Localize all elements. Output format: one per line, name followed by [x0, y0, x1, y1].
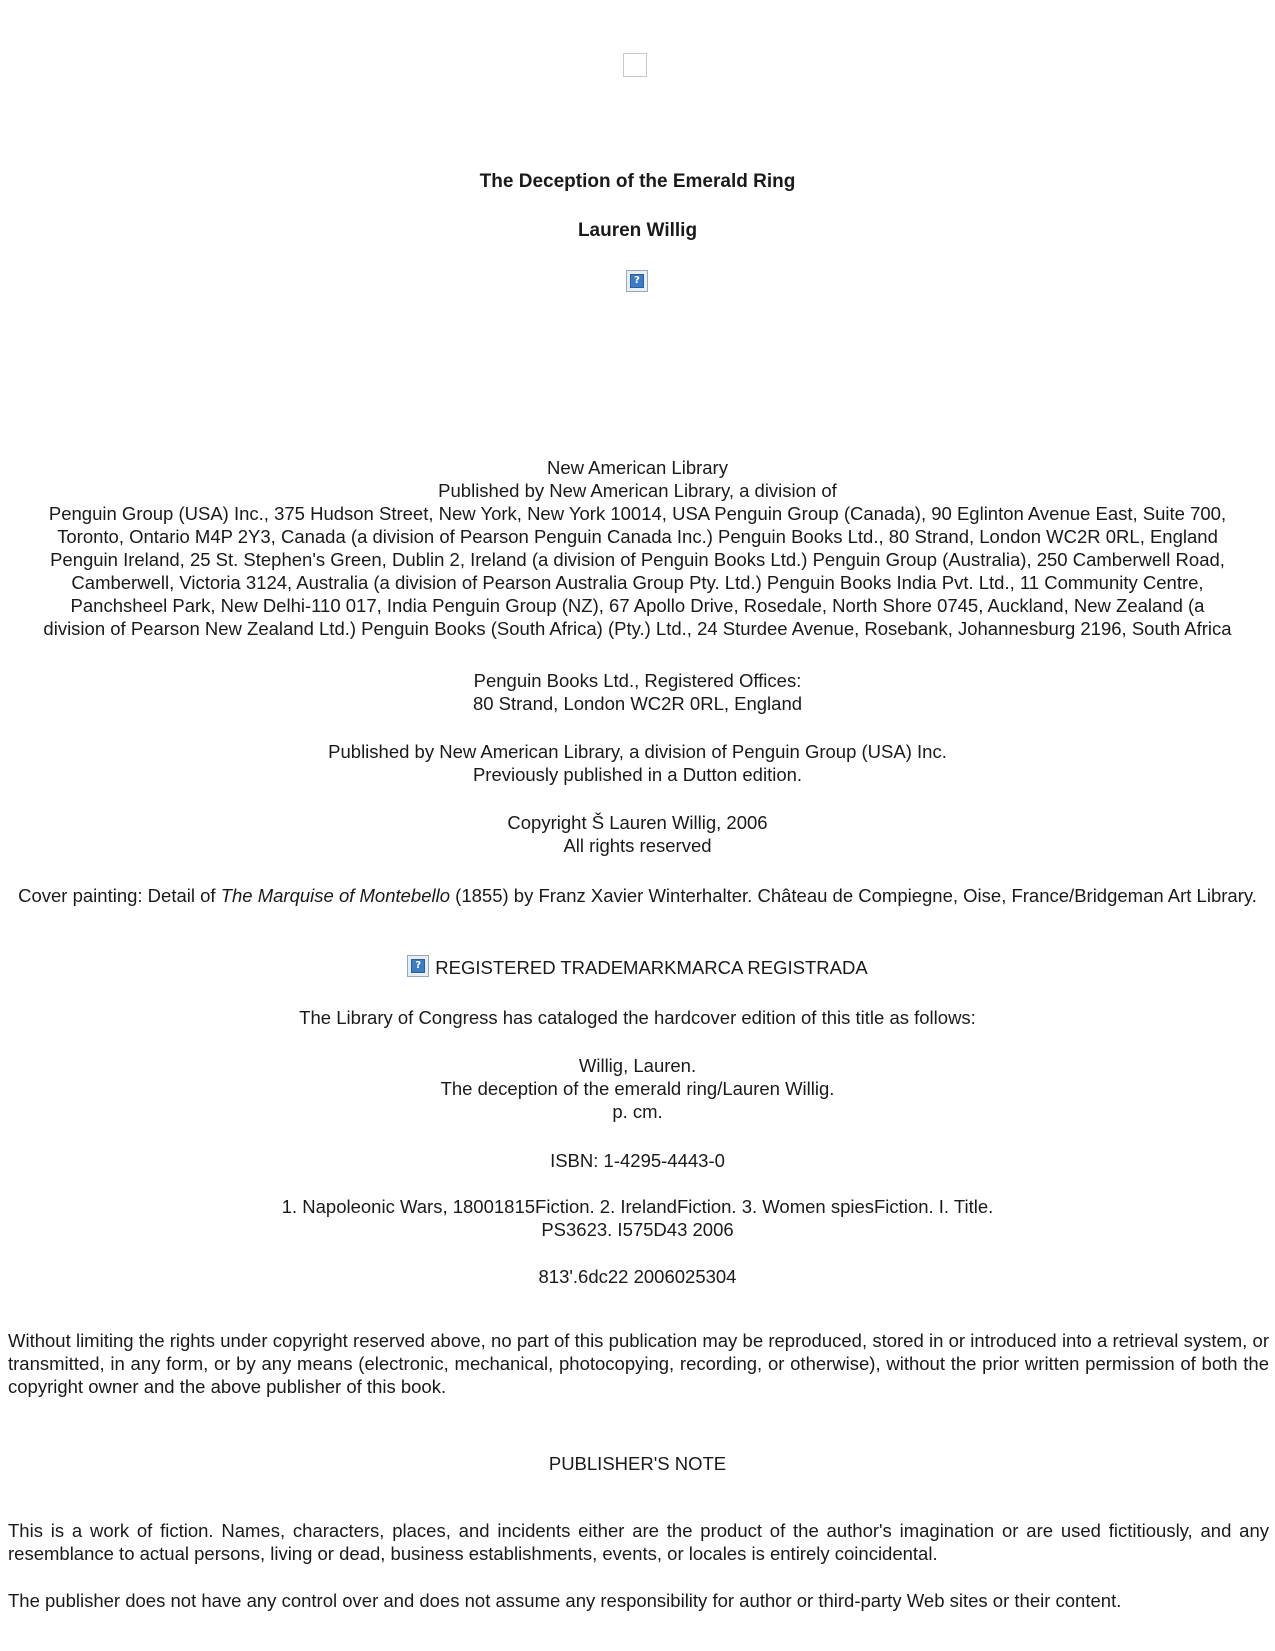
- imprint-block: [6, 456, 1269, 640]
- catalog-intro: The Library of Congress has cataloged the hardcover edition of this title as follows:: [299, 1007, 976, 1028]
- web-notice: The publisher does not have any control over and does not assume any responsibility for author or third-party Web sites or their content.: [8, 1590, 1122, 1611]
- book-title: The Deception of the Emerald Ring: [479, 171, 796, 192]
- publishers-note-heading: PUBLISHER'S NOTE: [548, 1453, 727, 1474]
- registered-offices: [0, 669, 1275, 715]
- broken-image-icon: [623, 53, 647, 77]
- imprint-line: New American Library: [547, 457, 728, 478]
- trademark-text: REGISTERED TRADEMARKMARCA REGISTRADA: [435, 957, 868, 978]
- rights-paragraph: Without limiting the rights under copyright reserved above, no part of this publication may be reproduced, stored in or introduced into a retrieval system, or transmitted, in any form, or by any means (electronic, mechanical, photocopying, recording, or otherwise), without the prior written permission of both the copyright owner and the above publisher of this book.: [8, 1330, 1269, 1397]
- publication-line: Previously published in a Dutton edition.: [472, 764, 803, 785]
- imprint-line: Penguin Ireland, 25 St. Stephen's Green, Dublin 2, Ireland (a division of Penguin Books Ltd.) Penguin Group (Australia), 250 Camberwell Road,: [50, 549, 1225, 570]
- catalog-title: The deception of the emerald ring/Lauren Willig.: [440, 1078, 835, 1099]
- trademark-line: [0, 955, 1275, 979]
- question-image-icon: ?: [626, 270, 648, 292]
- publication-info: [0, 740, 1275, 786]
- imprint-line: Panchsheel Park, New Delhi-110 017, India Penguin Group (NZ), 67 Apollo Drive, Rosedale, North Shore 0745, Auckland, New Zealand (a: [70, 595, 1205, 616]
- call-number: PS3623. I575D43 2006: [541, 1219, 734, 1240]
- rights-reserved-line: All rights reserved: [563, 835, 712, 856]
- copyright-notice: [0, 811, 1275, 857]
- isbn: ISBN: 1-4295-4443-0: [550, 1150, 725, 1171]
- cover-credit-suffix: (1855) by Franz Xavier Winterhalter. Château de Compiegne, Oise, France/Bridgeman Art Library.: [450, 885, 1257, 906]
- cover-painting-title: The Marquise of Montebello: [220, 885, 451, 906]
- cover-credit: [10, 884, 1265, 907]
- imprint-line: Toronto, Ontario M4P 2Y3, Canada (a division of Pearson Penguin Canada Inc.) Penguin Books Ltd., 80 Strand, London WC2R 0RL, England: [57, 526, 1218, 547]
- publication-line: Published by New American Library, a division of Penguin Group (USA) Inc.: [328, 741, 947, 762]
- offices-line: Penguin Books Ltd., Registered Offices:: [473, 670, 802, 691]
- catalog-pages: p. cm.: [612, 1101, 663, 1122]
- imprint-line: Published by New American Library, a division of: [438, 480, 837, 501]
- cover-credit-prefix: Cover painting: Detail of: [18, 885, 221, 906]
- author-image-placeholder: [626, 268, 648, 292]
- catalog-subjects: [0, 1195, 1275, 1241]
- subject-headings: 1. Napoleonic Wars, 18001815Fiction. 2. IrelandFiction. 3. Women spiesFiction. I. Title.: [281, 1196, 994, 1217]
- fiction-notice: This is a work of fiction. Names, characters, places, and incidents either are the product of the author's imagination or are used fictitiously, and any resemblance to actual persons, living or dead, business establishments, events, or locales is entirely coincidental.: [8, 1520, 1269, 1564]
- copyright-line: Copyright Š Lauren Willig, 2006: [507, 812, 768, 833]
- dewey-number: 813'.6dc22 2006025304: [538, 1266, 737, 1287]
- book-author: Lauren Willig: [577, 220, 698, 241]
- imprint-line: Penguin Group (USA) Inc., 375 Hudson Street, New York, New York 10014, USA Penguin Group (Canada), 90 Eglinton Avenue East, Suite 700,: [48, 503, 1227, 524]
- imprint-line: Camberwell, Victoria 3124, Australia (a division of Pearson Australia Group Pty. Ltd.) Penguin Books India Pvt. Ltd., 11 Community Centre,: [71, 572, 1204, 593]
- question-image-icon: ?: [407, 955, 429, 977]
- catalog-record: [0, 1054, 1275, 1123]
- catalog-author: Willig, Lauren.: [578, 1055, 697, 1076]
- offices-line: 80 Strand, London WC2R 0RL, England: [472, 693, 803, 714]
- imprint-line: division of Pearson New Zealand Ltd.) Penguin Books (South Africa) (Pty.) Ltd., 24 Sturdee Avenue, Rosebank, Johannesburg 2196, South Africa: [43, 618, 1232, 639]
